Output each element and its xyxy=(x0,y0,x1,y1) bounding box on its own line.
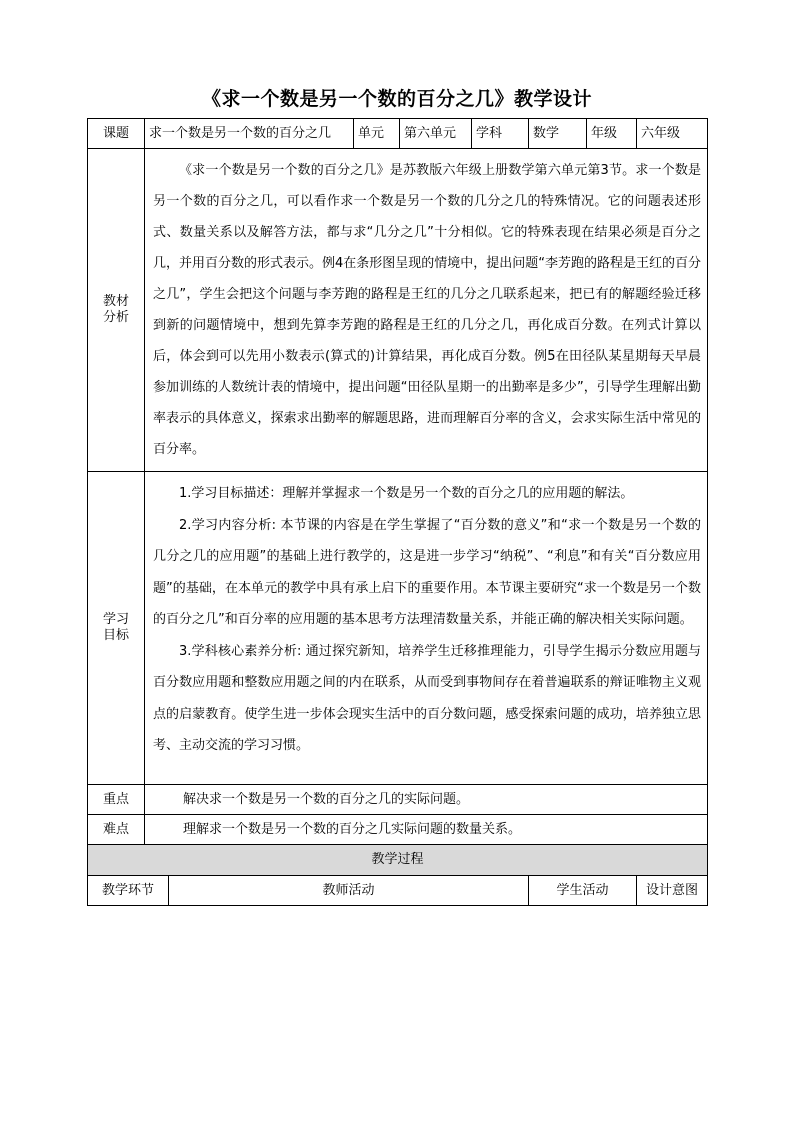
objectives-content xyxy=(145,472,708,785)
subject-label: 学科 xyxy=(472,119,529,149)
analysis-label-line2: 分析 xyxy=(102,310,129,325)
difficulty-row xyxy=(88,815,708,845)
process-header-row xyxy=(88,845,708,876)
objective-paragraph-3: 3.学科核心素养分析: 通过探究新知，培养学生迁移推理能力，引导学生揭示分数应用题与百分数应用题和整数应用题之间的内在联系，从而受到事物间存在着普遍联系的辩证唯物主义观点的启蒙教育。使学生进一步体会现实生活中的百分数问题，感受探索问题的成功，培养独立思考、主动交流的学习习惯。 xyxy=(153,643,702,753)
analysis-text: 《求一个数是另一个数的百分之几》是苏教版六年级上册数学第六单元第3节。求一个数是另一个数的百分之几，可以看作求一个数是另一个数的几分之几的特殊情况。它的问题表述形式、数量关系以及解答方法，都与求“几分之几”十分相似。它的特殊表现在结果必须是百分之几，并用百分数的形式表示。例4在条形图呈现的情境中，提出问题“李芳跑的路程是王红的百分之几”，学生会把这个问题与李芳跑的路程是王红的几分之几联系起来，把已有的解题经验迁移到新的问题情境中，想到先算李芳跑的路程是王红的几分之几，再化成百分数。在列式计算以后，体会到可以先用小数表示(算式的)计算结果，再化成百分数。例5在田径队某星期每天早晨参加训练的人数统计表的情境中，提出问题“田径队星期一的出勤率是多少”，引导学生理解出勤率表示的具体意义，探索求出勤率的解题思路，进而理解百分率的含义，会求实际生活中常见的百分率。 xyxy=(153,163,702,457)
key-point-text: 解决求一个数是另一个数的百分之几的实际问题。 xyxy=(145,785,708,815)
subject-value: 数学 xyxy=(529,119,587,149)
analysis-label-line1: 教材 xyxy=(102,294,129,309)
analysis-label xyxy=(88,149,145,472)
objectives-label xyxy=(88,472,145,785)
key-point-label: 重点 xyxy=(88,785,145,815)
lesson-plan-table xyxy=(87,118,708,906)
analysis-content xyxy=(145,149,708,472)
col-teacher: 教师活动 xyxy=(169,876,529,906)
grade-value: 六年级 xyxy=(637,119,708,149)
difficulty-text: 理解求一个数是另一个数的百分之几实际问题的数量关系。 xyxy=(145,815,708,845)
col-intent: 设计意图 xyxy=(637,876,708,906)
process-header: 教学过程 xyxy=(88,845,708,876)
unit-value: 第六单元 xyxy=(400,119,472,149)
topic-value: 求一个数是另一个数的百分之几 xyxy=(145,119,354,149)
grade-label: 年级 xyxy=(587,119,637,149)
objectives-label-line2: 目标 xyxy=(102,628,129,643)
document-title: 《求一个数是另一个数的百分之几》教学设计 xyxy=(201,88,592,110)
col-phase: 教学环节 xyxy=(88,876,169,906)
col-student: 学生活动 xyxy=(529,876,637,906)
objectives-row xyxy=(88,472,708,785)
unit-label: 单元 xyxy=(354,119,400,149)
analysis-row xyxy=(88,149,708,472)
objectives-label-line1: 学习 xyxy=(102,612,129,627)
objective-paragraph-1: 1.学习目标描述：理解并掌握求一个数是另一个数的百分之几的应用题的解法。 xyxy=(179,486,634,501)
difficulty-label: 难点 xyxy=(88,815,145,845)
key-point-row xyxy=(88,785,708,815)
objective-paragraph-2: 2.学习内容分析: 本节课的内容是在学生掌握了“百分数的意义”和“求一个数是另一个数的几分之几的应用题”的基础上进行教学的，这是进一步学习“纳税”、“利息”和有关“百分数应用题”的基础，在本单元的教学中具有承上启下的重要作用。本节课主要研究“求一个数是另一个数的百分之几”和百分率的应用题的基本思考方法理清数量关系，并能正确的解决相关实际问题。 xyxy=(153,517,702,627)
topic-label: 课题 xyxy=(88,119,145,149)
info-row xyxy=(88,119,708,149)
process-columns-row xyxy=(88,876,708,906)
